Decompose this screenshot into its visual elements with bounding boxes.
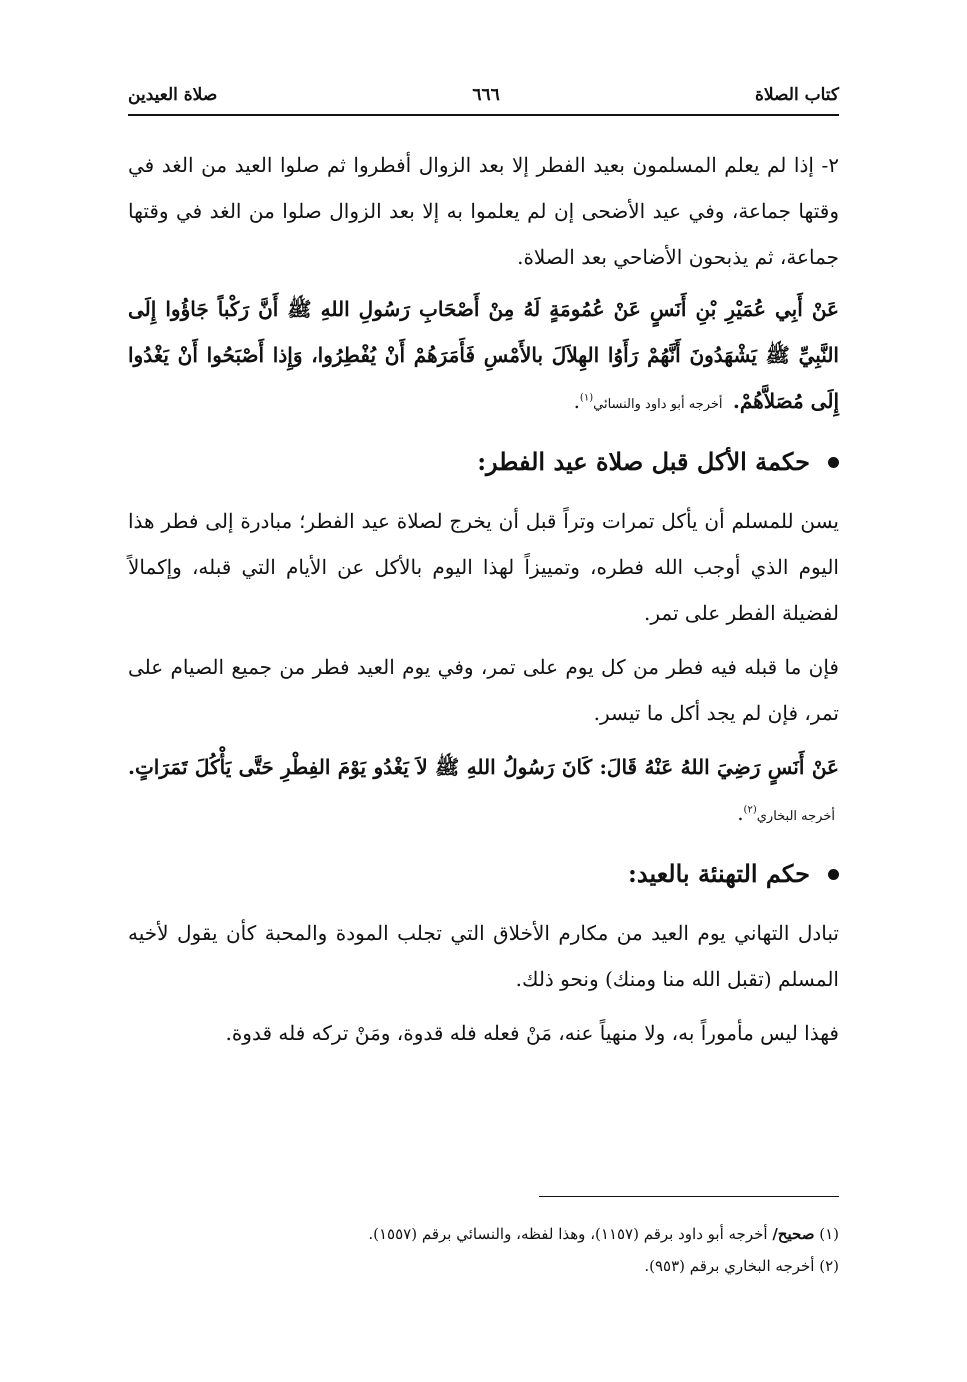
header-book-title: كتاب الصلاة xyxy=(754,85,839,105)
footnote-marker: (٢) xyxy=(743,804,757,816)
header-chapter-title: صلاة العيدين xyxy=(128,85,218,105)
paragraph: تبادل التهاني يوم العيد من مكارم الأخلاق التي تجلب المودة والمحبة كأن يقول لأخيه المسلم (تقبل الله منا ومنك) ونحو ذلك. xyxy=(128,921,840,991)
hadith-end-period: . xyxy=(737,801,744,825)
running-header xyxy=(128,80,839,110)
paragraph: يسن للمسلم أن يأكل تمرات وتراً قبل أن يخرج لصلاة عيد الفطر؛ مبادرة إلى فطر هذا اليوم الذي أوجب الله فطره، وتمييزاً لهذا اليوم بالأكل عن الأيام التي قبله، وإكمالاً لفضيلة الفطر على تمر. xyxy=(128,509,839,625)
hadith-text: عَنْ أَبِي عُمَيْرِ بْنِ أَنَسٍ عَنْ عُمُومَةٍ لَهُ مِنْ أَصْحَابِ رَسُولِ اللهِ ﷺ أَنَّ رَكْباً جَاؤُوا إِلَى النَّبِيِّ ﷺ يَشْهَدُونَ أَنَّهُمْ رَأَوُا الهِلاَلَ بالأَمْسِ فَأَمَرَهُمْ أَنْ يُفْطِرُوا، وَإِذا أَصْبَحُوا أَنْ يَغْدُوا إِلَى مُصَلاَّهُمْ. xyxy=(128,297,839,413)
hadith-end-period: . xyxy=(573,389,580,413)
bullet-icon xyxy=(828,869,839,880)
section-heading-text: حكم التهنئة بالعيد: xyxy=(628,859,810,888)
footnote-marker: (١) xyxy=(579,392,594,404)
footnote-grade: صحيح/ xyxy=(772,1225,815,1243)
footnote-divider xyxy=(539,1196,839,1197)
hadith-anas xyxy=(128,744,839,840)
hadith-source: أخرجه البخاري xyxy=(756,809,835,824)
footnote-text: أخرجه البخاري برقم (٩٥٣). xyxy=(644,1257,815,1275)
footnotes xyxy=(128,1218,839,1282)
section-heading-eid-greeting xyxy=(128,854,839,894)
section-heading-text: حكمة الأكل قبل صلاة عيد الفطر: xyxy=(477,447,810,476)
footnote-text: أخرجه أبو داود برقم (١١٥٧)، وهذا لفظه، والنسائي برقم (١٥٥٧). xyxy=(368,1225,768,1243)
paragraph: فهذا ليس مأموراً به، ولا منهياً عنه، مَنْ فعله فله قدوة، ومَنْ تركه فله قدوة. xyxy=(225,1021,839,1045)
footnote-number: (٢) xyxy=(819,1257,839,1275)
hadith-source: أخرجه أبو داود والنسائي xyxy=(593,397,723,412)
hadith-abu-umair xyxy=(128,286,839,428)
footnote xyxy=(128,1250,839,1282)
hadith-text: عَنْ أَنَسٍ رَضِيَ اللهُ عَنْهُ قَالَ: كَانَ رَسُولُ اللهِ ﷺ لاَ يَغْدُو يَوْمَ الفِطْرِ حَتَّى يَأْكُلَ تَمَرَاتٍ. xyxy=(128,755,839,779)
page-number: ٦٦٦ xyxy=(472,85,500,105)
bullet-icon xyxy=(828,457,839,468)
numbered-paragraph: ٢- إذا لم يعلم المسلمون بعيد الفطر إلا بعد الزوال أفطروا ثم صلوا العيد من الغد في وقتها جماعة، وفي عيد الأضحى إن لم يعلموا به إلا بعد الزوال صلوا من الغد في وقتها جماعة، ثم يذبحون الأضاحي بعد الصلاة. xyxy=(128,153,839,269)
section-heading-eating-wisdom xyxy=(128,442,839,482)
main-text xyxy=(128,142,839,1064)
footnote xyxy=(128,1218,839,1250)
paragraph: فإن ما قبله فيه فطر من كل يوم على تمر، وفي يوم العيد فطر من جميع الصيام على تمر، فإن لم يجد أكل ما تيسر. xyxy=(128,655,839,725)
header-divider xyxy=(128,114,839,116)
footnote-number: (١) xyxy=(819,1225,839,1243)
